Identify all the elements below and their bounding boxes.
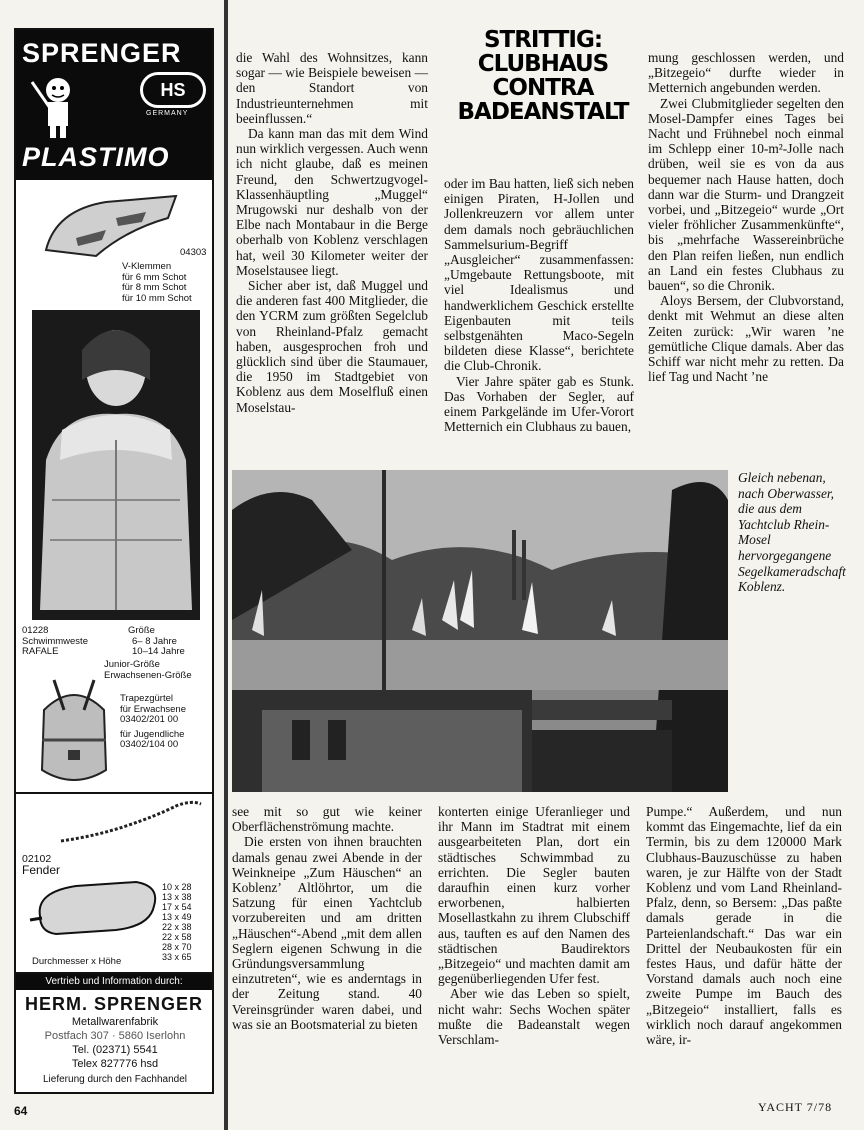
ad-brand: SPRENGER	[22, 38, 182, 68]
junior-sizes: Junior-Größe Erwachsenen-Größe	[104, 659, 192, 681]
advertisement	[14, 28, 214, 794]
ad-company-box	[14, 972, 214, 1094]
ad-company-name: HERM. SPRENGER	[24, 994, 204, 1014]
rope-icon	[56, 796, 206, 851]
ad-telex: Telex 827776 hsd	[71, 1058, 159, 1070]
ad-address: Postfach 307 · 5860 Iserlohn	[44, 1030, 186, 1042]
life-vest-photo	[32, 310, 200, 625]
vest-sizes: Größe 6– 8 Jahre 10–14 Jahre	[128, 625, 185, 657]
ad-delivery: Lieferung durch den Fachhandel	[43, 1074, 187, 1085]
column-divider	[224, 0, 228, 1130]
fender-caption: Durchmesser x Höhe	[32, 956, 122, 967]
marina-photo	[232, 470, 728, 792]
trapeze-harness-icon	[24, 670, 124, 794]
vest-info: 01228 Schwimmweste RAFALE	[22, 625, 88, 657]
article-col1-top: die Wahl des Wohnsitzes, kann sogar — wie Beispiele beweisen — den Standort von Industrieunternehmen mit beeinflussen.“ Da kann man das mit dem Wind nun wirklich vergessen. Auch wenn ich nicht glaube, daß es meinen Freund, den Schwertzugvogel-Klassenhäuptling „Muggel“ Mrugowski nur deshalb von der Elbe nach Montabaur in die Berge oberhalb von Koblenz verschlagen hat, weil 30 Kilometer weiter der Moselstausee liegt. Sicher aber ist, daß Muggel und die anderen fast 400 Mitglieder, die den YCRM zum größten Segelclub von Rheinland-Pfalz gemacht haben, ausgesprochen froh und glücklich sind über die Staumauer, die 1950 im Stadtgebiet von Koblenz aus dem Moselfluß einen Moselstau-	[236, 50, 428, 415]
article-col2-bottom: konterten einige Uferanlieger und ihr Mann im Stadtrat mit einem ausgearbeiteten Plan, dort ein städtisches Schwimmbad zu errichten. Die Segler bauten daraufhin einen kurz vorher erworbenen, halbierten Mosellastkahn zu ihrem Clubschiff aus, tauften es auf den Namen des städtischen Baudirektors „Bitzegeio“ und machten damit am gegenüberliegenden Ufer fest. Aber wie das Leben so spielt, nicht wahr: Sechs Wochen später mußte die Badeanstalt wegen Verschlam-	[438, 804, 630, 1048]
product1-code: 04303	[180, 247, 207, 258]
hs-logo: HS	[140, 72, 206, 108]
ad-tel: Tel. (02371) 5541	[72, 1044, 158, 1056]
fender-icon	[26, 876, 166, 945]
magazine-footer: YACHT 7/78	[758, 1100, 833, 1114]
article-col3-top: mung geschlossen werden, und „Bitzegeio“ durfte wieder in Metternich angebunden werden. Zwei Clubmitglieder segelten den Mosel-Dampfer eines Tages bei Nacht und Frühnebel noch einmal im Schlepp einer 10-m²-Jolle nach drüben, weil sie es von da aus bequemer nach Hause hatten, doch dann war die Sturm- und Drangzeit vorbei, und „Bitzegeio“ wurde „Ort vieler fröhlicher Zusammenkünfte“, bis „mehrfache Wassereinbrüche den Plan reifen ließen, nun endlich an Land ein festes Clubhaus zu bauen“, so die Chronik. Aloys Bersem, der Clubvorstand, denkt mit Wehmut an diese alten Zeiten zurück: „Wir waren ’ne gemütliche Clique damals. Aber das Schiff war nicht mehr zu retten. Da lief Tag und Nacht ’ne	[648, 50, 844, 385]
article-col2-top: oder im Bau hatten, ließ sich neben einigen Piraten, H-Jollen und Jollenkreuzern vor allem unter dem damals noch gebräuchlichen Sammelsurium-Begriff „Ausgleicher“ zusammenfassen: „Umgebaute Rettungsboote, mit viel Idealismus und handwerklichem Geschick erstellte Eigenbauten mit teils selbstgenähten Maco-Segeln bildeten diese Klasse“, berichtete die Club-Chronik. Vier Jahre später gab es Stunk. Das Vorhaben der Segler, auf einem Parkgelände im Ufer-Vorort Metternich ein Clubhaus zu bauen,	[444, 176, 634, 435]
article-col1-bottom: see mit so gut wie keiner Oberflächenströmung machte. Die ersten von ihnen brauchten damals genau zwei Abende in der Weinkneipe „Zum Häuschen“ an Koblenz’ Altlöhrtor, um die Satzung für einen Yachtclub vorzubereiten und am dritten „Häuschen“-Abend „mit dem allen Seglern eigenen Schwung in die Gründungsversammlung einzutreten“, wie es anderntags in der Zeitung stand. 40 Vereinsgründer waren dabei, und was sie an Bootsmaterial zu bieten	[232, 804, 422, 1032]
article-col3-bottom: Pumpe.“ Außerdem, und nun kommt das Eingemachte, lief da ein Termin, bis zu dem 120000 Mark Clubhaus-Bauzuschüsse zu haben waren, je zur Hälfte von der Stadt Koblenz und vom Land Rheinland-Pfalz, denn, so Bersem: „Das paßte damals gerade in die Parteienlandschaft.“ Das war ein Drittel der Neubaukosten für ein festes Haus, und dafür hätte der Vorstand damals auch noch eine zweite Pumpe im Bauch des „Bitzegeio“ installiert, falls es wirklich noch darauf angekommen wäre, ir-	[646, 804, 842, 1048]
trapeze-info: Trapezgürtel für Erwachsene 03402/201 00 für Jugendliche 03402/104 00	[120, 693, 187, 750]
ad-header	[16, 30, 212, 180]
page-number: 64	[14, 1104, 28, 1118]
ad-germany: GERMANY	[146, 110, 189, 117]
ad-vertrieb: Vertrieb und Information durch:	[16, 974, 212, 990]
fender-section	[14, 794, 214, 972]
ad-plastimo: PLASTIMO	[22, 142, 170, 172]
mascot-icon	[28, 72, 88, 147]
ad-company-sub: Metallwarenfabrik	[71, 1016, 159, 1028]
product1-spec: V-Klemmen für 6 mm Schot für 8 mm Schot für 10 mm Schot	[122, 261, 192, 304]
fender-sizes: 10 x 28 13 x 38 17 x 54 13 x 49 22 x 38 22 x 58 28 x 70 33 x 65	[162, 882, 192, 962]
article-headline: STRITTIG: CLUBHAUS CONTRA BADEANSTALT	[457, 27, 629, 125]
photo-caption: Gleich nebenan, nach Oberwasser, die aus dem Yachtclub Rhein-Mosel hervorgegangene Segelkameradschaft Koblenz.	[738, 470, 846, 595]
fender-label: 02102 Fender	[22, 853, 61, 877]
